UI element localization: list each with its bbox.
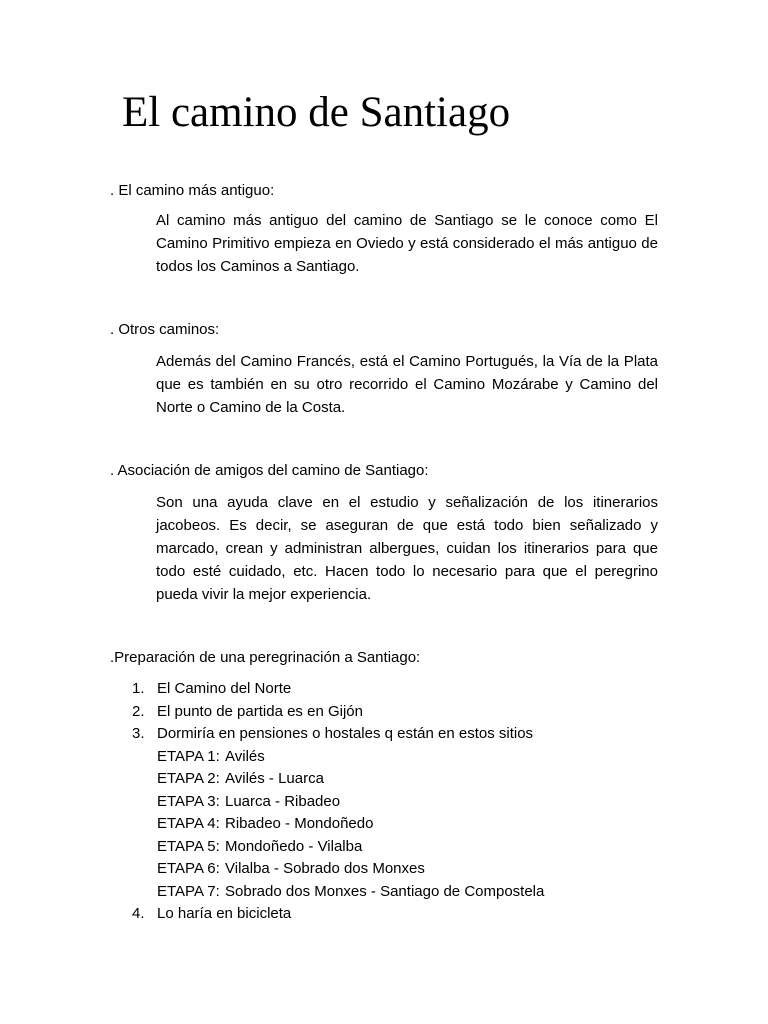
section-heading-friends-association: . Asociación de amigos del camino de Santiago: [110,462,429,479]
list-item [128,723,544,903]
list-item [128,701,544,724]
page-title: El camino de Santiago [122,89,511,136]
stage-label: ETAPA 6: [157,860,220,877]
section-heading-pilgrimage-preparation: .Preparación de una peregrinación a Santiago: [110,649,421,666]
stage-route: Sobrado dos Monxes - Santiago de Compostela [225,882,545,900]
stage-label: ETAPA 1: [157,747,220,765]
stage-item [157,768,544,791]
stage-item [157,836,544,859]
list-number: 3. [132,725,145,742]
stage-label: ETAPA 4: [157,815,220,832]
stage-route: Luarca - Ribadeo [225,792,341,810]
stage-item [157,813,544,836]
stage-label: ETAPA 5: [157,837,220,855]
section-heading-other-routes: . Otros caminos: [110,321,220,338]
stage-item [157,791,544,814]
section-body-oldest-route: Al camino más antiguo del camino de Santiago se le conoce como El Camino Primitivo empieza en Oviedo y está considerado el más antiguo de todos los Caminos a Santiago. [156,212,658,275]
stage-label: ETAPA 2: [157,770,220,787]
section-heading-oldest-route: . El camino más antiguo: [110,182,275,199]
stage-label: ETAPA 3: [157,792,220,810]
stage-route: Vilalba - Sobrado dos Monxes [225,860,425,877]
stage-item [157,881,544,904]
stage-route: Avilés [225,747,265,765]
list-item [128,678,544,701]
stage-item [157,858,544,881]
stage-route: Mondoñedo - Vilalba [225,837,363,855]
list-item-text: El punto de partida es en Gijón [157,702,363,720]
stage-item [157,746,544,769]
list-item-text: Lo haría en bicicleta [157,905,292,922]
list-number: 1. [132,680,145,697]
stage-route: Ribadeo - Mondoñedo [225,815,374,832]
section-body-other-routes: Además del Camino Francés, está el Camino Portugués, la Vía de la Plata que es también en su otro recorrido el Camino Mozárabe y Camino del Norte o Camino de la Costa. [156,353,658,416]
list-number: 4. [132,905,145,922]
section-body-friends-association: Son una ayuda clave en el estudio y señalización de los itinerarios jacobeos. Es decir, se aseguran de que está todo bien señalizado y marcado, crean y administran albergues, cuidan los itinerarios para que todo esté cuidado, etc. Hacen todo lo necesario para que el peregrino pueda vivir la mejor experiencia. [156,494,658,603]
list-item-text: Dormiría en pensiones o hostales q están en estos sitios [157,725,534,742]
stage-label: ETAPA 7: [157,882,220,900]
list-number: 2. [132,702,145,720]
stages-list [157,746,544,904]
list-item [128,903,544,926]
list-item-text: El Camino del Norte [157,680,292,697]
stage-route: Avilés - Luarca [225,770,324,787]
preparation-list [128,678,544,926]
